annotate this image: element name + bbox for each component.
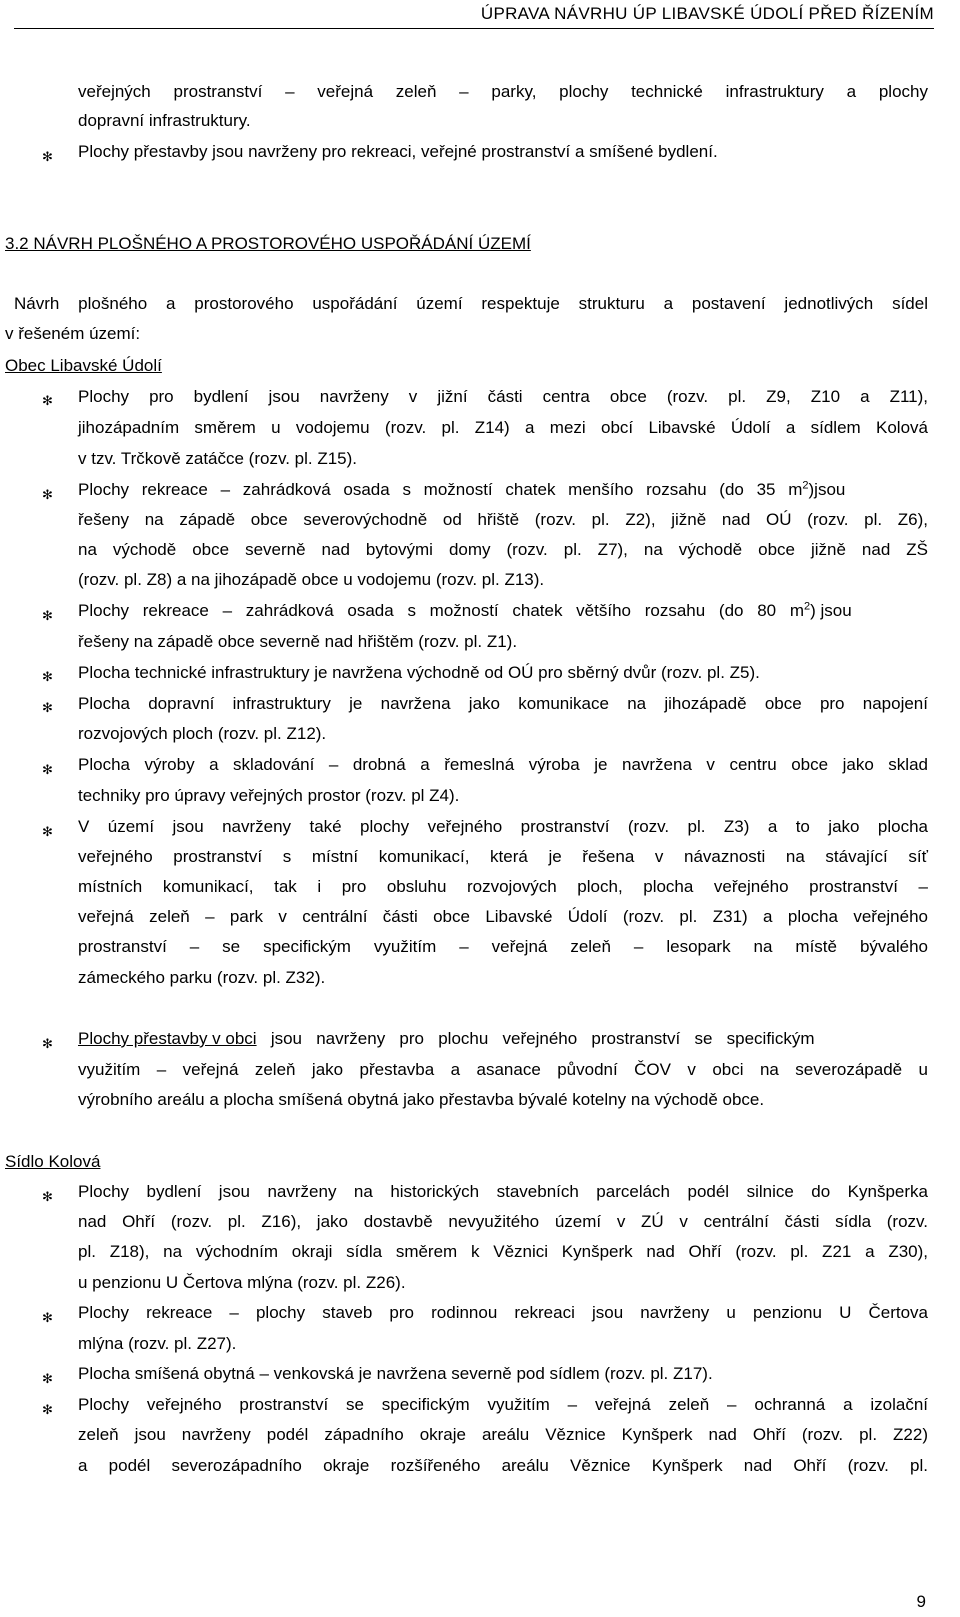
list-item-line: Plocha výroby a skladování – drobná a řemeslná výroba je navržena v centru obce jako sklad — [78, 755, 928, 774]
list-item-line: zeleň jsou navrženy podél západního okraje areálu Věznice Kynšperk nad Ohří (rozv. pl. Z22) — [78, 1425, 928, 1444]
intro-line: dopravní infrastruktury. — [78, 111, 251, 130]
page-number: 9 — [916, 1592, 926, 1611]
section-intro-line: v řešeném území: — [5, 324, 141, 343]
list-item-line: pl. Z18), na východním okraji sídla směrem k Věznici Kynšperk nad Ohří (rozv. pl. Z21 a Z30), — [78, 1242, 928, 1261]
section-title: 3.2 NÁVRH PLOŠNÉHO A PROSTOROVÉHO USPOŘÁDÁNÍ ÚZEMÍ — [5, 234, 531, 253]
asterisk-bullet-icon: ✻ — [42, 700, 53, 715]
list-item-line: mlýna (rozv. pl. Z27). — [78, 1334, 237, 1353]
list-item-line: Plocha technické infrastruktury je navržena východně od OÚ pro sběrný dvůr (rozv. pl. Z5). — [78, 663, 760, 682]
list-item-line: Plocha smíšená obytná – venkovská je navržena severně pod sídlem (rozv. pl. Z17). — [78, 1364, 713, 1383]
list-item-line: Plochy bydlení jsou navrženy na historických stavebních parcelách podél silnice do Kynšperka — [78, 1182, 928, 1201]
prestavby-label: Plochy přestavby v obci — [78, 1029, 257, 1048]
list-item-line: rozvojových ploch (rozv. pl. Z12). — [78, 724, 327, 743]
section-intro-line: Návrh plošného a prostorového uspořádání území respektuje strukturu a postavení jednotlivých sídel — [14, 294, 928, 313]
list-item-line: veřejná zeleň – park v centrální části obce Libavské Údolí (rozv. pl. Z31) a plocha veřejného — [78, 907, 928, 926]
list-item-line: Plochy veřejného prostranství se specifickým využitím – veřejná zeleň – ochranná a izolační — [78, 1395, 928, 1414]
list-item-line: na východě obce severně nad bytovými domy (rozv. pl. Z7), na východě obce jižně nad ZŠ — [78, 540, 928, 559]
list-item-line: V území jsou navrženy také plochy veřejného prostranství (rozv. pl. Z3) a to jako plocha — [78, 817, 928, 836]
list-item-line: Plochy rekreace – plochy staveb pro rodinnou rekreaci jsou navrženy u penzionu U Čertova — [78, 1303, 928, 1322]
kolova-heading: Sídlo Kolová — [5, 1152, 101, 1171]
list-item-line: využitím – veřejná zeleň jako přestavba a asanace původní ČOV v obci na severozápadě u — [78, 1060, 928, 1079]
list-item-line: Plochy přestavby v obci jsou navrženy pro plochu veřejného prostranství se specifickým — [78, 1029, 815, 1048]
list-item-line: Plochy rekreace – zahrádková osada s možností chatek menšího rozsahu (do 35 $m^2)jsou$ — [78, 479, 846, 499]
list-item-line: prostranství – se specifickým využitím – veřejná zeleň – lesopark na místě bývalého — [78, 937, 928, 956]
asterisk-bullet-icon: ✻ — [42, 149, 53, 164]
list-item-line: Plocha dopravní infrastruktury je navržena jako komunikace na jihozápadě obce pro napojení — [78, 694, 928, 713]
list-item-line: jihozápadním směrem u vodojemu (rozv. pl. Z14) a mezi obcí Libavské Údolí a sídlem Kolová — [78, 418, 928, 437]
asterisk-bullet-icon: ✻ — [42, 393, 53, 408]
asterisk-bullet-icon: ✻ — [42, 1371, 53, 1386]
asterisk-bullet-icon: ✻ — [42, 762, 53, 777]
asterisk-bullet-icon: ✻ — [42, 1310, 53, 1325]
list-item-line: veřejného prostranství s místní komunikací, která je řešena v návaznosti na stávající síť — [78, 847, 928, 866]
asterisk-bullet-icon: ✻ — [42, 669, 53, 684]
asterisk-bullet-icon: ✻ — [42, 1189, 53, 1204]
asterisk-bullet-icon: ✻ — [42, 1036, 53, 1051]
list-item-line: u penzionu U Čertova mlýna (rozv. pl. Z26). — [78, 1273, 406, 1292]
asterisk-bullet-icon: ✻ — [42, 608, 53, 623]
list-item-line: řešeny na západě obce severně nad hřištěm (rozv. pl. Z1). — [78, 632, 518, 651]
list-item-line: výrobního areálu a plocha smíšená obytná jako přestavba bývalé kotelny na východě obce. — [78, 1090, 765, 1109]
list-item-line: místních komunikací, tak i pro obsluhu rozvojových ploch, plocha veřejného prostranství – — [78, 877, 928, 896]
list-item-line: a podél severozápadního okraje rozšířeného areálu Věznice Kynšperk nad Ohří (rozv. pl. — [78, 1456, 928, 1475]
obec-heading: Obec Libavské Údolí — [5, 356, 162, 375]
list-item-line: Plochy rekreace – zahrádková osada s možností chatek většího rozsahu (do 80 $m^2$) jsou — [78, 600, 852, 620]
list-item-line: řešeny na západě obce severovýchodně od hřiště (rozv. pl. Z2), jižně nad OÚ (rozv. pl. Z6), — [78, 510, 928, 529]
list-item-line: nad Ohří (rozv. pl. Z16), jako dostavbě nevyužitého území v ZÚ v centrální části sídla (rozv. — [78, 1212, 928, 1231]
asterisk-bullet-icon: ✻ — [42, 487, 53, 502]
list-item-line: v tzv. Trčkově zatáčce (rozv. pl. Z15). — [78, 449, 357, 468]
running-header: ÚPRAVA NÁVRHU ÚP LIBAVSKÉ ÚDOLÍ PŘED ŘÍZENÍM — [14, 4, 934, 29]
intro-line: veřejných prostranství – veřejná zeleň – parky, plochy technické infrastruktury a plochy — [78, 82, 928, 101]
list-item-line: Plochy pro bydlení jsou navrženy v jižní části centra obce (rozv. pl. Z9, Z10 a Z11), — [78, 387, 928, 406]
bullet-text: Plochy přestavby jsou navrženy pro rekreaci, veřejné prostranství a smíšené bydlení. — [78, 142, 718, 161]
asterisk-bullet-icon: ✻ — [42, 1402, 53, 1417]
list-item-line: zámeckého parku (rozv. pl. Z32). — [78, 968, 326, 987]
list-item-line: techniky pro úpravy veřejných prostor (rozv. pl Z4). — [78, 786, 460, 805]
asterisk-bullet-icon: ✻ — [42, 824, 53, 839]
list-item-line: (rozv. pl. Z8) a na jihozápadě obce u vodojemu (rozv. pl. Z13). — [78, 570, 545, 589]
